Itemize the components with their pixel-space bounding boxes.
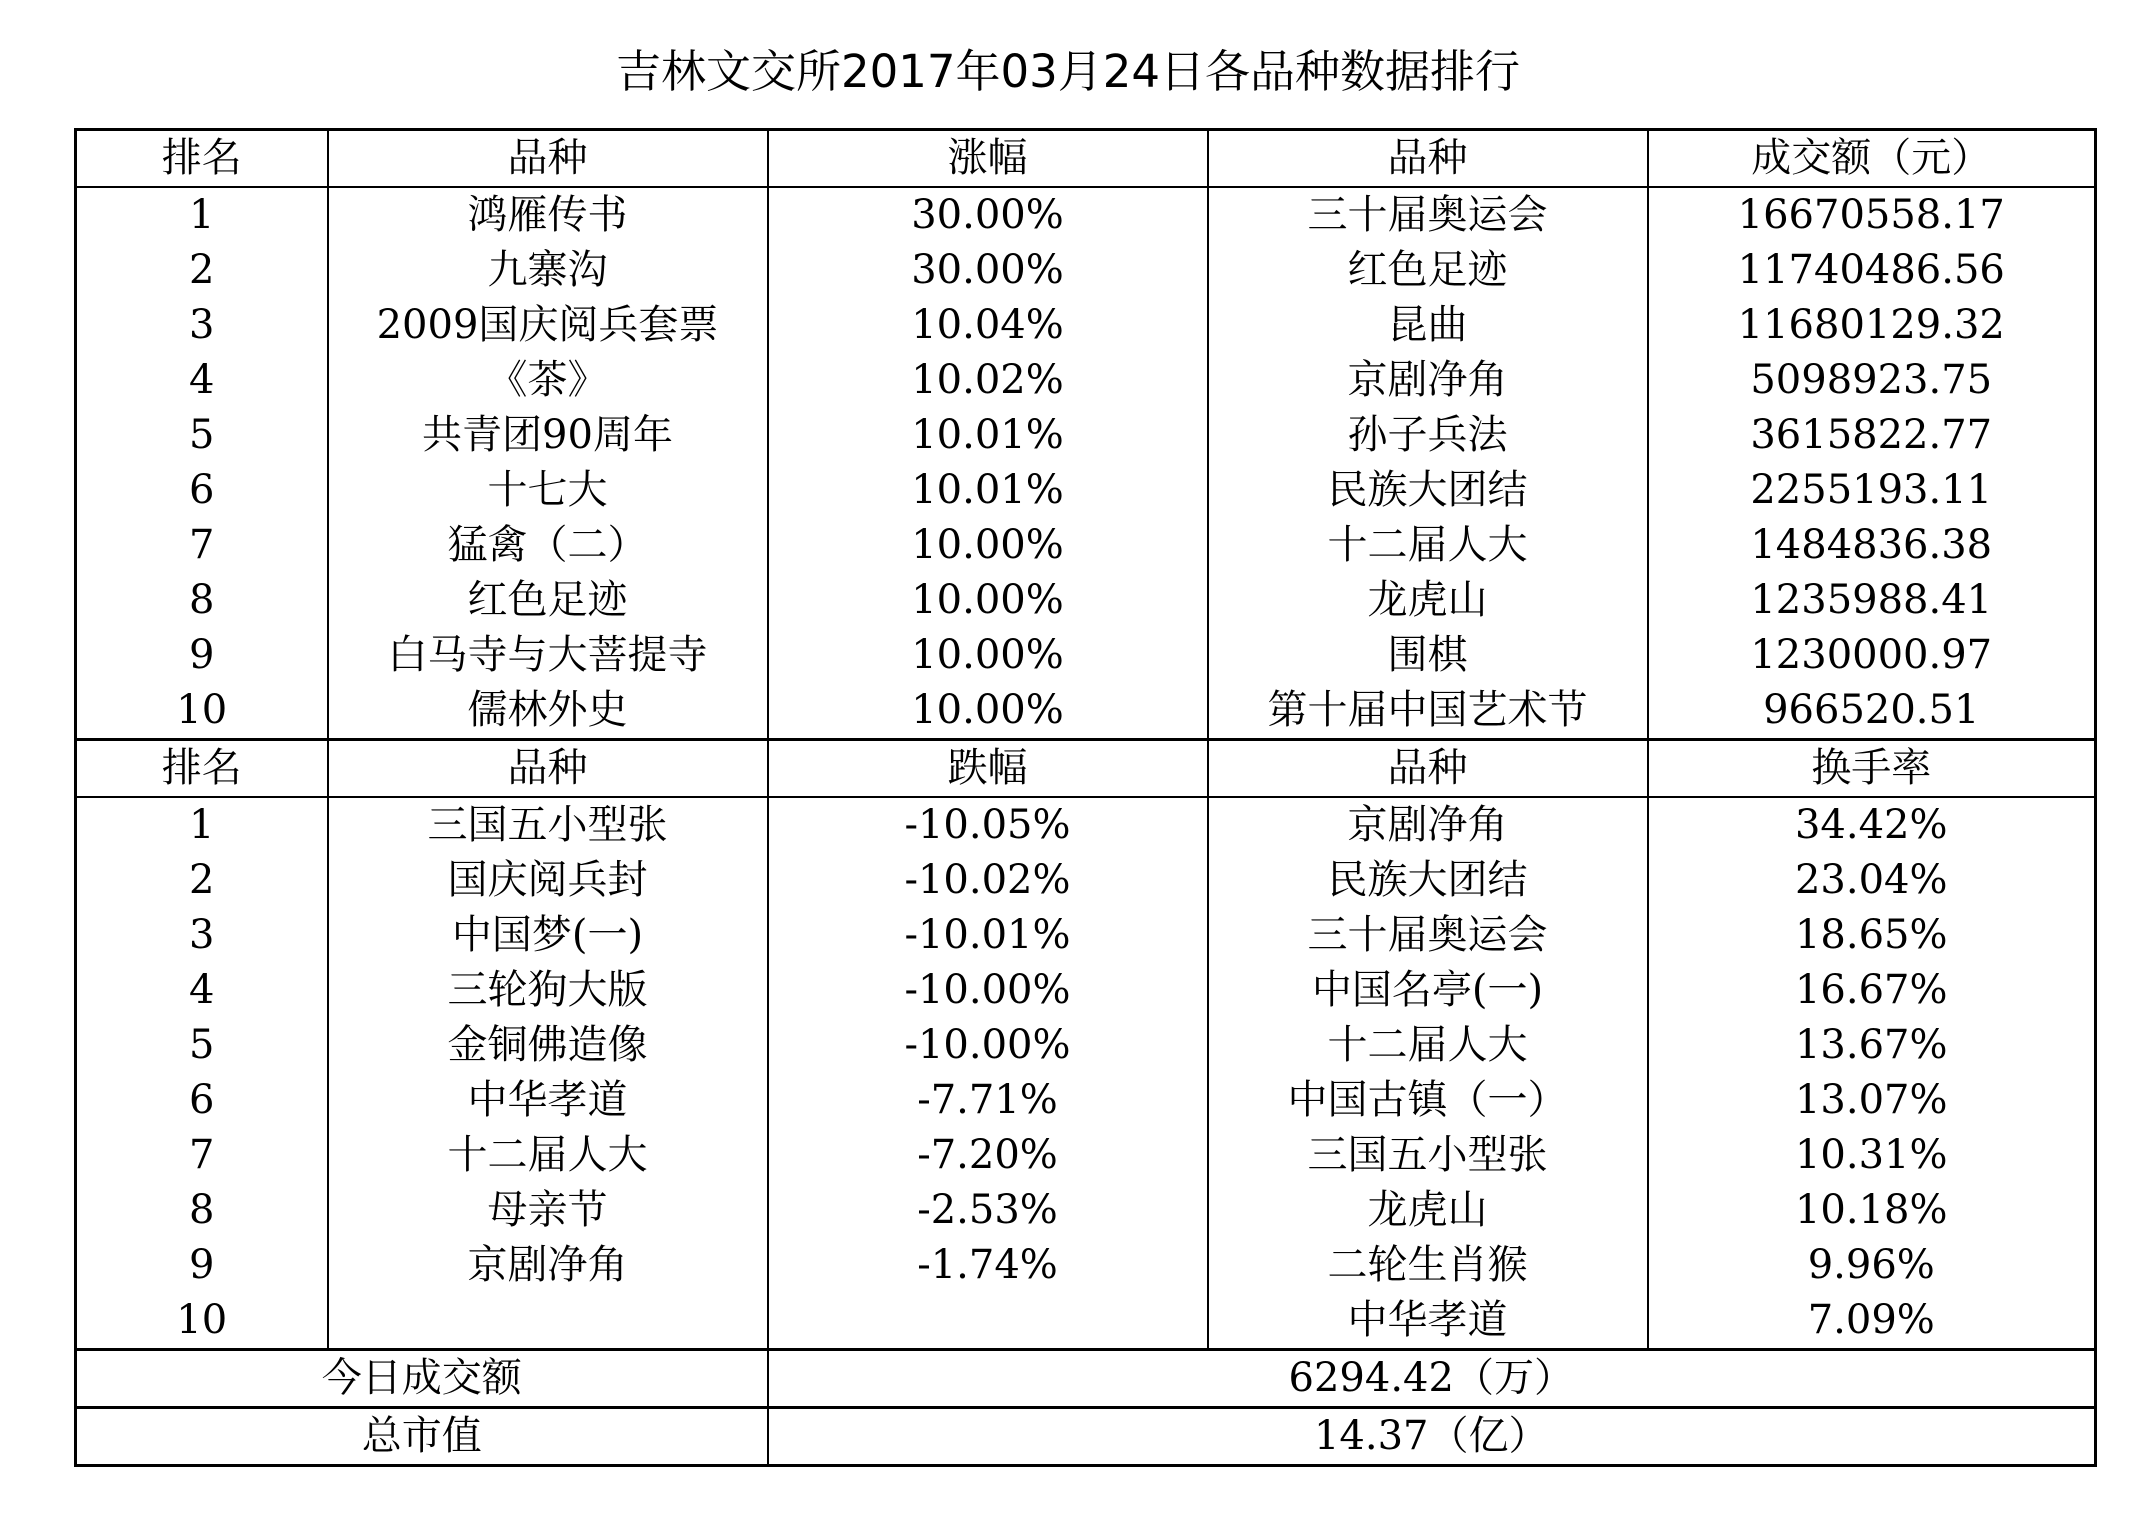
table-cell: 10.00%: [768, 628, 1208, 683]
summary-row: [76, 1408, 2096, 1466]
column-header: 品种: [1208, 740, 1648, 798]
table-cell: 围棋: [1208, 628, 1648, 683]
table-cell: 1230000.97: [1750, 632, 1993, 678]
table-cell: 5: [76, 1018, 328, 1073]
table-cell: 中国梦(一): [328, 908, 768, 963]
table-cell: 共青团90周年: [328, 408, 768, 463]
table-cell: 11740486.56: [1737, 247, 2005, 293]
gainers-table-row: [76, 628, 2096, 683]
table-cell: 儒林外史: [328, 683, 768, 740]
table-cell: -10.00%: [768, 963, 1208, 1018]
losers-table-row: [76, 908, 2096, 963]
column-header: 换手率: [1648, 740, 2096, 798]
table-cell: 7: [76, 1128, 328, 1183]
bottom-header-row: [76, 740, 2096, 798]
summary-row: [76, 1350, 2096, 1408]
gainers-table-row: [76, 573, 2096, 628]
table-cell: 10: [76, 1293, 328, 1350]
column-header: 品种: [328, 130, 768, 188]
table-cell: 2: [76, 243, 328, 298]
table-cell: 三轮狗大版: [328, 963, 768, 1018]
table-cell: 4: [76, 963, 328, 1018]
table-cell: 京剧净角: [328, 1238, 768, 1293]
gainers-table-row: [76, 353, 2096, 408]
table-cell: 6: [76, 1073, 328, 1128]
column-header: 排名: [76, 130, 328, 188]
table-cell: 30.00%: [768, 187, 1208, 243]
column-header: 品种: [328, 740, 768, 798]
losers-table-row: [76, 1183, 2096, 1238]
table-cell: 《茶》: [328, 353, 768, 408]
losers-table-row: [76, 797, 2096, 853]
table-cell: 中国名亭(一): [1208, 963, 1648, 1018]
table-cell: -10.00%: [768, 1018, 1208, 1073]
table-cell: 九寨沟: [328, 243, 768, 298]
column-header: 涨幅: [768, 130, 1208, 188]
table-cell: 10.00%: [768, 683, 1208, 740]
table-cell: 红色足迹: [328, 573, 768, 628]
table-cell: 十二届人大: [328, 1128, 768, 1183]
table-cell: 鸿雁传书: [328, 187, 768, 243]
losers-table-row: [76, 1073, 2096, 1128]
ranking-table-body: [76, 130, 2096, 1466]
column-header: 跌幅: [768, 740, 1208, 798]
table-cell: 中国古镇（一）: [1208, 1073, 1648, 1128]
losers-table-row: [76, 1293, 2096, 1350]
losers-table-row: [76, 853, 2096, 908]
table-cell: 白马寺与大菩提寺: [328, 628, 768, 683]
table-cell: -10.02%: [768, 853, 1208, 908]
table-cell: -2.53%: [768, 1183, 1208, 1238]
table-cell: 第十届中国艺术节: [1208, 683, 1648, 740]
losers-table-row: [76, 1128, 2096, 1183]
table-cell: 3: [76, 908, 328, 963]
table-cell: 二轮生肖猴: [1208, 1238, 1648, 1293]
table-cell: 4: [76, 353, 328, 408]
table-cell: 三国五小型张: [1208, 1128, 1648, 1183]
table-cell: 龙虎山: [1208, 1183, 1648, 1238]
table-cell: 10.18%: [1794, 1187, 1948, 1233]
table-cell: -7.20%: [768, 1128, 1208, 1183]
table-cell: 9: [76, 628, 328, 683]
table-cell: 中华孝道: [1208, 1293, 1648, 1350]
table-cell: 孙子兵法: [1208, 408, 1648, 463]
table-cell: 1235988.41: [1750, 577, 1993, 623]
losers-table-row: [76, 1238, 2096, 1293]
table-cell: 5: [76, 408, 328, 463]
table-cell: 10.00%: [768, 573, 1208, 628]
table-cell: 16670558.17: [1737, 192, 2005, 238]
table-cell: 23.04%: [1794, 857, 1948, 903]
table-cell: 10.01%: [768, 463, 1208, 518]
table-cell: 10.02%: [768, 353, 1208, 408]
table-cell: 10.31%: [1794, 1132, 1948, 1178]
table-cell: 十二届人大: [1208, 518, 1648, 573]
table-cell: 11680129.32: [1737, 302, 2005, 348]
table-cell: 1: [76, 187, 328, 243]
summary-label: 今日成交额: [76, 1350, 768, 1408]
summary-label: 总市值: [76, 1408, 768, 1466]
table-cell: 十二届人大: [1208, 1018, 1648, 1073]
table-cell: 京剧净角: [1208, 797, 1648, 853]
table-cell: 10: [76, 683, 328, 740]
table-cell: 9: [76, 1238, 328, 1293]
gainers-table-row: [76, 518, 2096, 573]
table-cell: 母亲节: [328, 1183, 768, 1238]
table-cell: 9.96%: [1807, 1242, 1935, 1288]
table-cell: 7.09%: [1807, 1297, 1935, 1343]
table-cell: [768, 1293, 1208, 1350]
table-cell: -10.05%: [768, 797, 1208, 853]
summary-value: 14.37（亿）: [768, 1408, 2096, 1466]
table-cell: 13.67%: [1794, 1022, 1948, 1068]
table-cell: 民族大团结: [1208, 463, 1648, 518]
losers-table-row: [76, 963, 2096, 1018]
table-cell: 民族大团结: [1208, 853, 1648, 908]
summary-value: 6294.42（万）: [768, 1350, 2096, 1408]
table-cell: 3: [76, 298, 328, 353]
gainers-table-row: [76, 187, 2096, 243]
table-cell: 三十届奥运会: [1208, 187, 1648, 243]
table-cell: 8: [76, 1183, 328, 1238]
table-cell: 5098923.75: [1750, 357, 1993, 403]
table-cell: 34.42%: [1794, 802, 1948, 848]
table-cell: 6: [76, 463, 328, 518]
table-cell: 13.07%: [1794, 1077, 1948, 1123]
gainers-table-row: [76, 463, 2096, 518]
gainers-table-row: [76, 243, 2096, 298]
table-cell: 三十届奥运会: [1208, 908, 1648, 963]
table-cell: 30.00%: [768, 243, 1208, 298]
table-cell: 10.01%: [768, 408, 1208, 463]
gainers-table-row: [76, 298, 2096, 353]
column-header: 成交额（元）: [1648, 130, 2096, 188]
table-cell: [328, 1293, 768, 1350]
table-cell: -1.74%: [768, 1238, 1208, 1293]
table-cell: 16.67%: [1794, 967, 1948, 1013]
table-cell: 2: [76, 853, 328, 908]
table-cell: 7: [76, 518, 328, 573]
table-cell: 猛禽（二）: [328, 518, 768, 573]
table-cell: 金铜佛造像: [328, 1018, 768, 1073]
page-title: 吉林文交所2017年03月24日各品种数据排行: [615, 45, 1521, 98]
table-cell: 红色足迹: [1208, 243, 1648, 298]
table-cell: 1: [76, 797, 328, 853]
column-header: 品种: [1208, 130, 1648, 188]
top-header-row: [76, 130, 2096, 188]
table-cell: 十七大: [328, 463, 768, 518]
table-cell: 2255193.11: [1750, 467, 1993, 513]
table-cell: 京剧净角: [1208, 353, 1648, 408]
table-cell: 中华孝道: [328, 1073, 768, 1128]
ranking-table: [74, 128, 2097, 1467]
table-cell: 10.04%: [768, 298, 1208, 353]
table-cell: 966520.51: [1763, 687, 1980, 733]
table-cell: 三国五小型张: [328, 797, 768, 853]
column-header: 排名: [76, 740, 328, 798]
table-cell: 龙虎山: [1208, 573, 1648, 628]
table-cell: -10.01%: [768, 908, 1208, 963]
table-cell: 2009国庆阅兵套票: [328, 298, 768, 353]
table-cell: -7.71%: [768, 1073, 1208, 1128]
table-cell: 10.00%: [768, 518, 1208, 573]
table-cell: 3615822.77: [1750, 412, 1993, 458]
table-cell: 昆曲: [1208, 298, 1648, 353]
table-cell: 18.65%: [1794, 912, 1948, 958]
table-cell: 1484836.38: [1750, 522, 1993, 568]
gainers-table-row: [76, 408, 2096, 463]
table-cell: 8: [76, 573, 328, 628]
losers-table-row: [76, 1018, 2096, 1073]
gainers-table-row: [76, 683, 2096, 740]
table-cell: 国庆阅兵封: [328, 853, 768, 908]
